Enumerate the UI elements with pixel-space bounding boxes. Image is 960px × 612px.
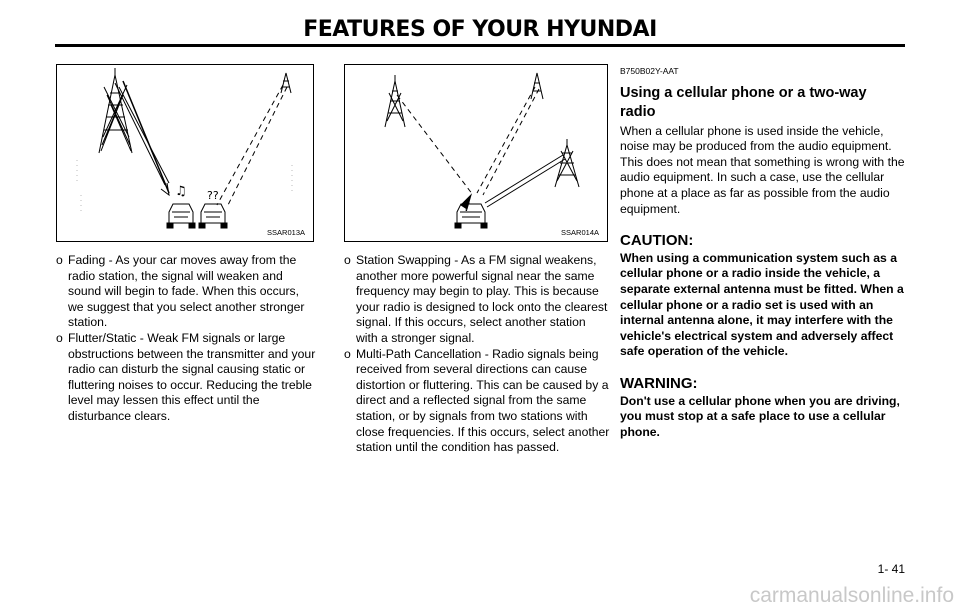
page-title: FEATURES OF YOUR HYUNDAI	[303, 17, 657, 42]
figure-multipath	[344, 64, 608, 242]
left-tower-icon	[99, 68, 132, 153]
section-code: B750B02Y-AAT	[620, 66, 679, 76]
multipath-illustration	[345, 65, 609, 243]
page-number: 1- 41	[877, 562, 905, 576]
warning-text: Don't use a cellular phone when you are driving, you must stop at a safe place to use a cellular phone.	[620, 393, 900, 439]
caution-text: When using a communication system such as a cellular phone or a radio inside the vehicle, a separate external antenna must be fitted. When a cellular phone or a radio set is used with an internal antenna alone, it may interfere with the vehicle's electrical system and adversely affect safe operation of the vehicle.	[620, 250, 904, 359]
svg-text:?: ?	[463, 199, 471, 215]
car-icon	[455, 204, 487, 228]
figure-code: SSAR014A	[561, 228, 599, 237]
car-icon-1	[167, 204, 195, 228]
bullet-text: Flutter/Static - Weak FM signals or large obstructions between the transmitter and your radio can disturb the signal causing static or fluttering noises to occur. Reducing the treble level may lessen this effect until the disturbance clears.	[68, 330, 316, 423]
bullet-marker: o	[344, 346, 351, 361]
bullet-text: Fading - As your car moves away from the radio station, the signal will weaken and sound will begin to fade. When this occurs, we suggest that you select another stronger station.	[68, 253, 305, 330]
bullet-flutter-static	[56, 331, 316, 425]
header-rule	[55, 44, 905, 47]
caution-heading: CAUTION:	[620, 232, 694, 250]
fading-illustration	[57, 65, 315, 243]
figure-fading	[56, 64, 314, 242]
middle-column	[344, 253, 610, 456]
car-icon-2	[199, 204, 227, 228]
bullet-fading	[56, 253, 316, 331]
bullet-marker: o	[56, 330, 63, 345]
left-tower-icon	[385, 75, 405, 127]
figure-code: SSAR013A	[267, 228, 305, 237]
section-heading: Using a cellular phone or a two-way radio	[620, 84, 867, 120]
left-column	[56, 253, 316, 425]
watermark: carmanualsonline.info	[749, 584, 954, 607]
section-body: When a cellular phone is used inside the vehicle, noise may be produced from the audio equipment. This does not mean that something is wrong with the audio equipment. In such a case, use the cellular phone at a place as far as possible from the audio equipment.	[620, 123, 905, 216]
right-column	[620, 64, 906, 440]
svg-text:??: ??	[207, 189, 219, 202]
bullet-marker: o	[344, 253, 351, 267]
bullet-marker: o	[56, 253, 63, 267]
bullet-multipath	[344, 347, 610, 456]
bullet-station-swapping	[344, 253, 610, 347]
bullet-text: Multi-Path Cancellation - Radio signals being received from several directions can cause distortion or fluttering. This can be caused by a direct and a reflected signal from the same station, or by signals from two stations with close frequencies. If this occurs, select another station until the condition has passed.	[356, 346, 610, 455]
top-tower-icon	[531, 73, 543, 99]
warning-heading: WARNING:	[620, 374, 698, 392]
bullet-text: Station Swapping - As a FM signal weakens, another more powerful signal near the same frequency may begin to play. This is because your radio is designed to lock onto the clearest signal. If this occurs, select another station with a stronger signal.	[356, 253, 608, 345]
svg-text:♫: ♫	[175, 184, 187, 199]
